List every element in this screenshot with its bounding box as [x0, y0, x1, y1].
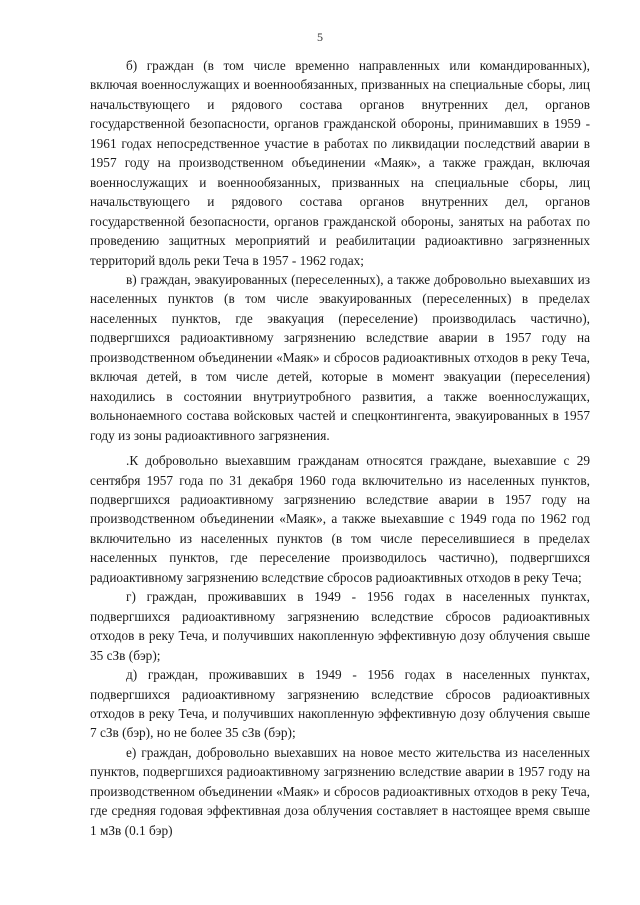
- paragraph-b: б) граждан (в том числе временно направленных или командированных), включая военнослужащих и военнообязанных, призванных на специальные сборы, лиц начальствующего и рядового состава органов внутренних дел, органов государственной безопасности, органов гражданской обороны, принимавших в 1959 - 1961 годах непосредственное участие в работах по ликвидации последствий аварии в 1957 году на производственном объединении «Маяк», а также граждан, включая военнослужащих и военнообязанных, призванных на специальные сборы, лиц начальствующего и рядового состава органов внутренних дел, органов государственной безопасности, органов гражданской обороны, занятых на работах по проведению защитных мероприятий и реабилитации радиоактивно загрязненных территорий вдоль реки Теча в 1957 - 1962 годах;: [90, 58, 590, 268]
- paragraph-e: е) граждан, добровольно выехавших на новое место жительства из населенных пунктов, подвергшихся радиоактивному загрязнению вследствие аварии в 1957 году на производственном объединении «Маяк» и сбросов радиоактивных отходов в реку Теча, где средняя годовая эффективная доза облучения составляет в настоящее время свыше 1 мЗв (0.1 бэр): [90, 744, 590, 838]
- paragraph-g: г) граждан, проживавших в 1949 - 1956 годах в населенных пунктах, подвергшихся радиоактивному загрязнению вследствие сбросов радиоактивных отходов в реку Теча, и получивших накопленную эффективную дозу облучения свыше 35 сЗв (бэр);: [90, 589, 590, 663]
- paragraph-voluntary-definition: .К добровольно выехавшим гражданам относятся граждане, выехавшие с 29 сентября 1957 года по 31 декабря 1960 года включительно из населенных пунктов, подвергшихся радиоактивному загрязнению вследствие аварии в 1957 году на производственном объединении «Маяк», а также выехавшие с 1949 года по 1962 год включительно из населенных пунктов (в том числе переселившиеся в пределах населенных пунктов, где переселение производилось частично), подвергшихся радиоактивному загрязнению вследствие сбросов радиоактивных отходов в реку Теча;: [90, 453, 590, 585]
- paragraph-d: д) граждан, проживавших в 1949 - 1956 годах в населенных пунктах, подвергшихся радиоактивному загрязнению вследствие сбросов радиоактивных отходов в реку Теча, и получивших накопленную эффективную дозу облучения свыше 7 сЗв (бэр), но не более 35 сЗв (бэр);: [90, 667, 590, 741]
- document-body: [90, 56, 590, 840]
- paragraph-v: в) граждан, эвакуированных (переселенных), а также добровольно выехавших из населенных пунктов (в том числе эвакуированных (переселенных) в пределах населенных пунктов, где эвакуация (переселение) производилась частично), подвергшихся радиоактивному загрязнению вследствие аварии в 1957 году на производственном объединении «Маяк» и сбросов радиоактивных отходов в реку Теча, включая детей, в том числе детей, которые в момент эвакуации (переселения) находились в состоянии внутриутробного развития, а также военнослужащих, вольнонаемного состава войсковых частей и спецконтингента, эвакуированных в 1957 году из зоны радиоактивного загрязнения.: [90, 271, 590, 443]
- page-number: 5: [317, 30, 323, 44]
